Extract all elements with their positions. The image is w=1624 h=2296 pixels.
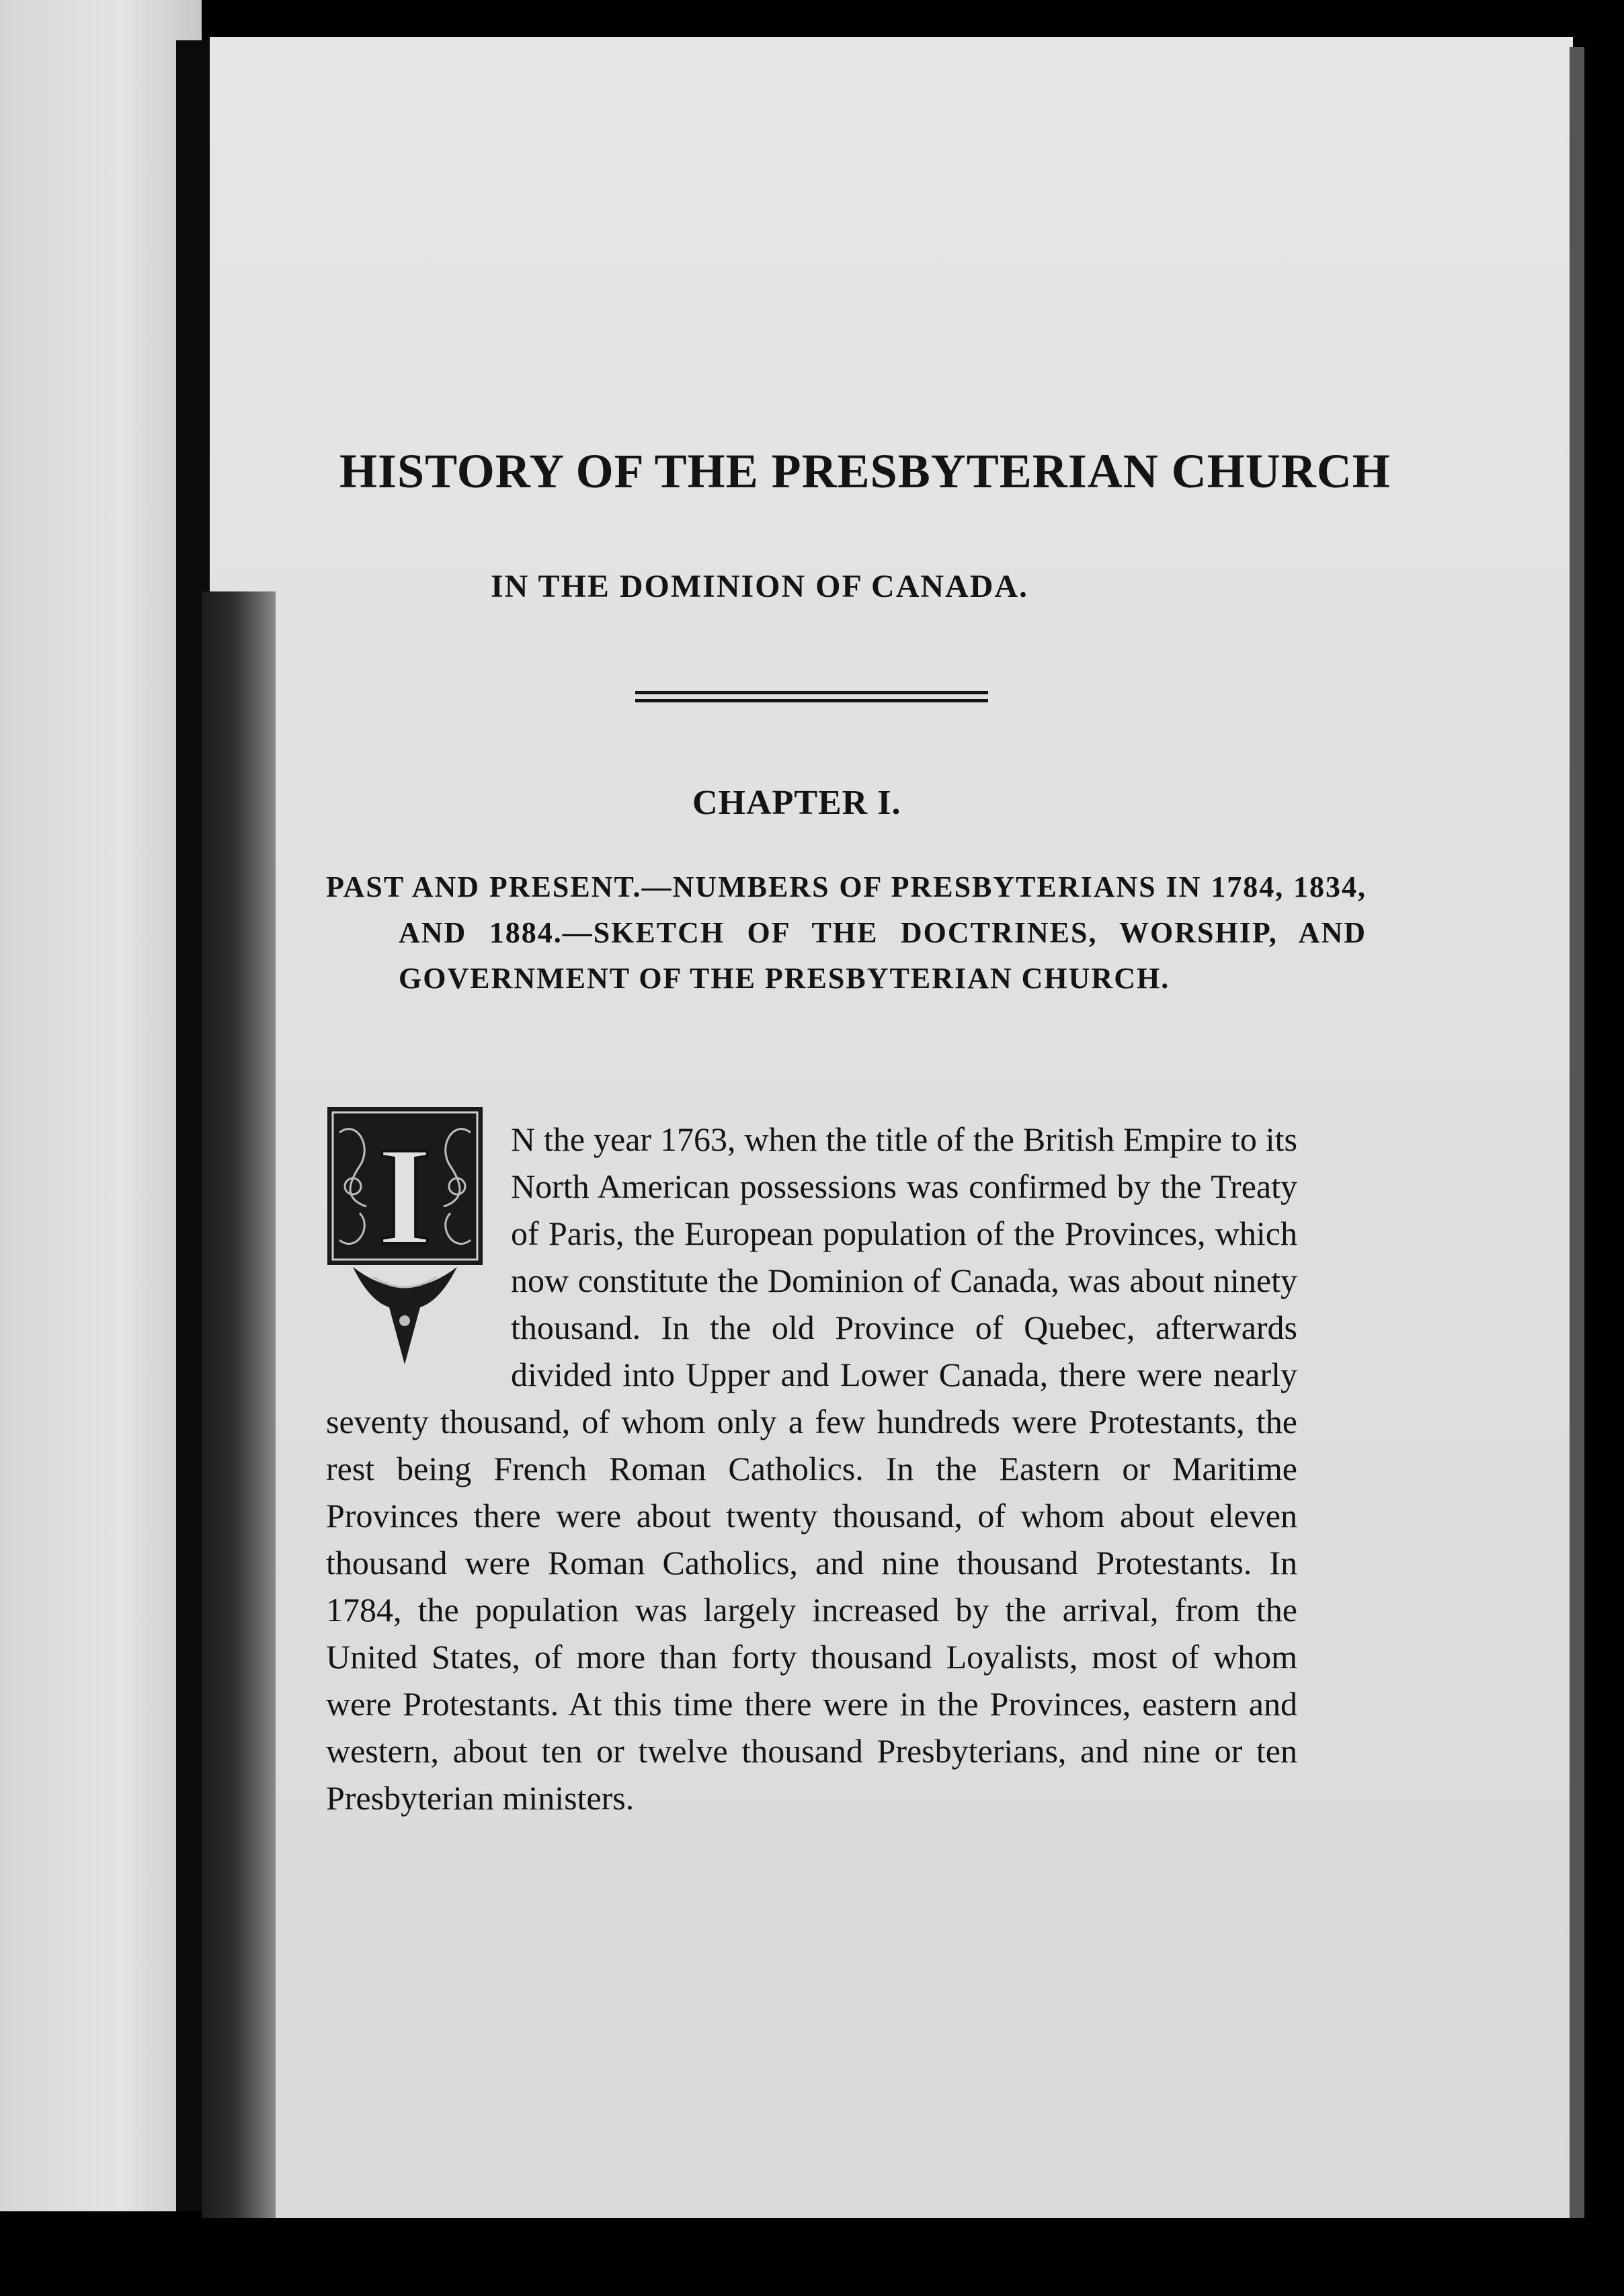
paragraph-text: N the year 1763, when the title of the British Empire to its North American possessions was confirmed by the Treaty of Paris, the European population of the Provinces, which now constitute the Dominion of Canada, was about ninety thousand. In the old Province of Quebec, afterwards divided into Upper and Lower Canada, there were nearly seventy thousand, of whom only a few hundreds were Protestants, the rest being French Roman Catholics. In the Eastern or Maritime Provinces there were about twenty thousand, of whom about eleven thousand were Roman Catholics, and nine thousand Protestants. In 1784, the population was largely increased by the arrival, from the United States, of more than forty thousand Loyalists, most of whom were Protestants. At this time there were in the Provinces, eastern and western, about ten or twelve thousand Presbyterians, and nine or ten Presbyterian ministers.: [326, 1120, 1297, 1817]
page-edge: [1570, 47, 1584, 2218]
book-subtitle: IN THE DOMINION OF CANADA.: [491, 569, 1029, 604]
gutter-shadow: [202, 591, 276, 2218]
chapter-heading: CHAPTER I.: [692, 784, 901, 822]
opening-paragraph: [326, 1116, 1297, 1821]
drop-cap-letter: I: [377, 1118, 432, 1274]
chapter-synopsis: PAST AND PRESENT.—NUMBERS OF PRESBYTERIANS IN 1784, 1834, AND 1884.—SKETCH OF THE DOCTRINES, WORSHIP, AND GOVERNMENT OF THE PRESBYTERIAN CHURCH.: [326, 870, 1367, 995]
book-title: HISTORY OF THE PRESBYTERIAN CHURCH: [339, 444, 1391, 498]
facing-page-edge: [0, 0, 202, 2211]
double-rule-top: [635, 691, 988, 694]
double-rule-bottom: [635, 699, 988, 702]
drop-cap-space: [326, 1116, 511, 1398]
